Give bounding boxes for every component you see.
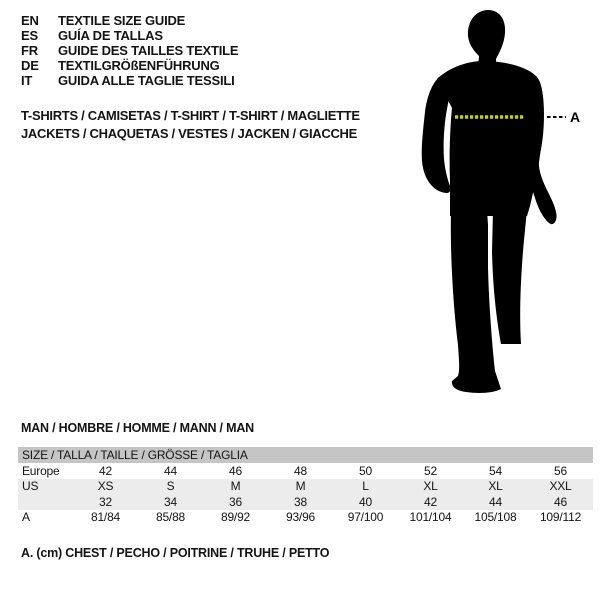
cell: 44	[164, 463, 177, 478]
product-category-block	[21, 107, 360, 143]
cell: 44	[489, 494, 502, 509]
cell: 42	[424, 494, 437, 509]
silhouette-right-arm	[527, 72, 557, 224]
language-code: IT	[21, 73, 33, 88]
cell: 89/92	[220, 510, 251, 525]
cell: 85/88	[155, 510, 186, 525]
row-label	[18, 494, 73, 510]
language-title: TEXTILGRÖßENFÜHRUNG	[58, 58, 220, 73]
cell: M	[295, 479, 306, 494]
size-table-header: SIZE / TALLA / TAILLE / GRÖSSE / TAGLIA	[18, 447, 593, 463]
measurement-footnote: A. (cm) CHEST / PECHO / POITRINE / TRUHE / PETTO	[21, 546, 330, 560]
language-code: DE	[21, 58, 39, 73]
measure-label-a: A	[570, 109, 581, 125]
language-code: FR	[21, 43, 38, 58]
table-row-unlabeled	[18, 494, 593, 510]
table-row-europe	[18, 463, 593, 479]
cell: 46	[554, 494, 567, 509]
language-title: TEXTILE SIZE GUIDE	[58, 13, 186, 28]
cell: 52	[424, 463, 437, 478]
cell: L	[362, 479, 369, 494]
product-line-tshirts: T-SHIRTS / CAMISETAS / T-SHIRT / T-SHIRT / MAGLIETTE	[21, 108, 360, 123]
size-table-header-row	[18, 447, 593, 463]
cell: 97/100	[347, 510, 384, 525]
cell: 40	[359, 494, 372, 509]
product-line-jackets: JACKETS / CHAQUETAS / VESTES / JACKEN / GIACCHE	[21, 126, 357, 141]
cell: XS	[97, 479, 114, 494]
cell: 32	[99, 494, 112, 509]
language-row-en	[21, 13, 238, 28]
cell: S	[166, 479, 175, 494]
cell: 36	[229, 494, 242, 509]
cell: XL	[488, 479, 503, 494]
cell: 54	[489, 463, 502, 478]
cell: M	[230, 479, 241, 494]
silhouette-right-leg	[492, 210, 527, 344]
size-table	[18, 447, 593, 525]
man-silhouette	[422, 10, 557, 393]
cell: 81/84	[90, 510, 121, 525]
language-title: GUIDA ALLE TAGLIE TESSILI	[58, 73, 235, 88]
table-row-a-chest	[18, 510, 593, 526]
row-label: Europe	[22, 463, 60, 478]
cell: 101/104	[409, 510, 452, 525]
cell: 38	[294, 494, 307, 509]
silhouette-head-icon	[468, 10, 505, 68]
cell: 42	[99, 463, 112, 478]
silhouette-torso	[437, 61, 543, 216]
section-title-man: MAN / HOMBRE / HOMME / MANN / MAN	[21, 421, 254, 435]
language-row-fr	[21, 43, 238, 58]
row-label: A	[22, 510, 30, 525]
language-title: GUÍA DE TALLAS	[58, 28, 163, 43]
table-row-us	[18, 479, 593, 495]
language-row-es	[21, 28, 238, 43]
language-title: GUIDE DES TAILLES TEXTILE	[58, 43, 239, 58]
language-code: ES	[21, 28, 38, 43]
cell: 34	[164, 494, 177, 509]
cell: XL	[423, 479, 438, 494]
silhouette-left-arm	[422, 77, 451, 193]
cell: XXL	[549, 479, 572, 494]
language-row-de	[21, 58, 238, 73]
cell: 109/112	[539, 510, 582, 525]
cell: 56	[554, 463, 567, 478]
cell: 48	[294, 463, 307, 478]
cell: 105/108	[474, 510, 517, 525]
language-code: EN	[21, 13, 39, 28]
cell: 93/96	[285, 510, 316, 525]
language-row-it	[21, 73, 238, 88]
language-title-block	[21, 13, 238, 88]
row-label: US	[22, 479, 39, 494]
cell: 46	[229, 463, 242, 478]
man-silhouette-figure	[405, 0, 600, 398]
cell: 50	[359, 463, 372, 478]
